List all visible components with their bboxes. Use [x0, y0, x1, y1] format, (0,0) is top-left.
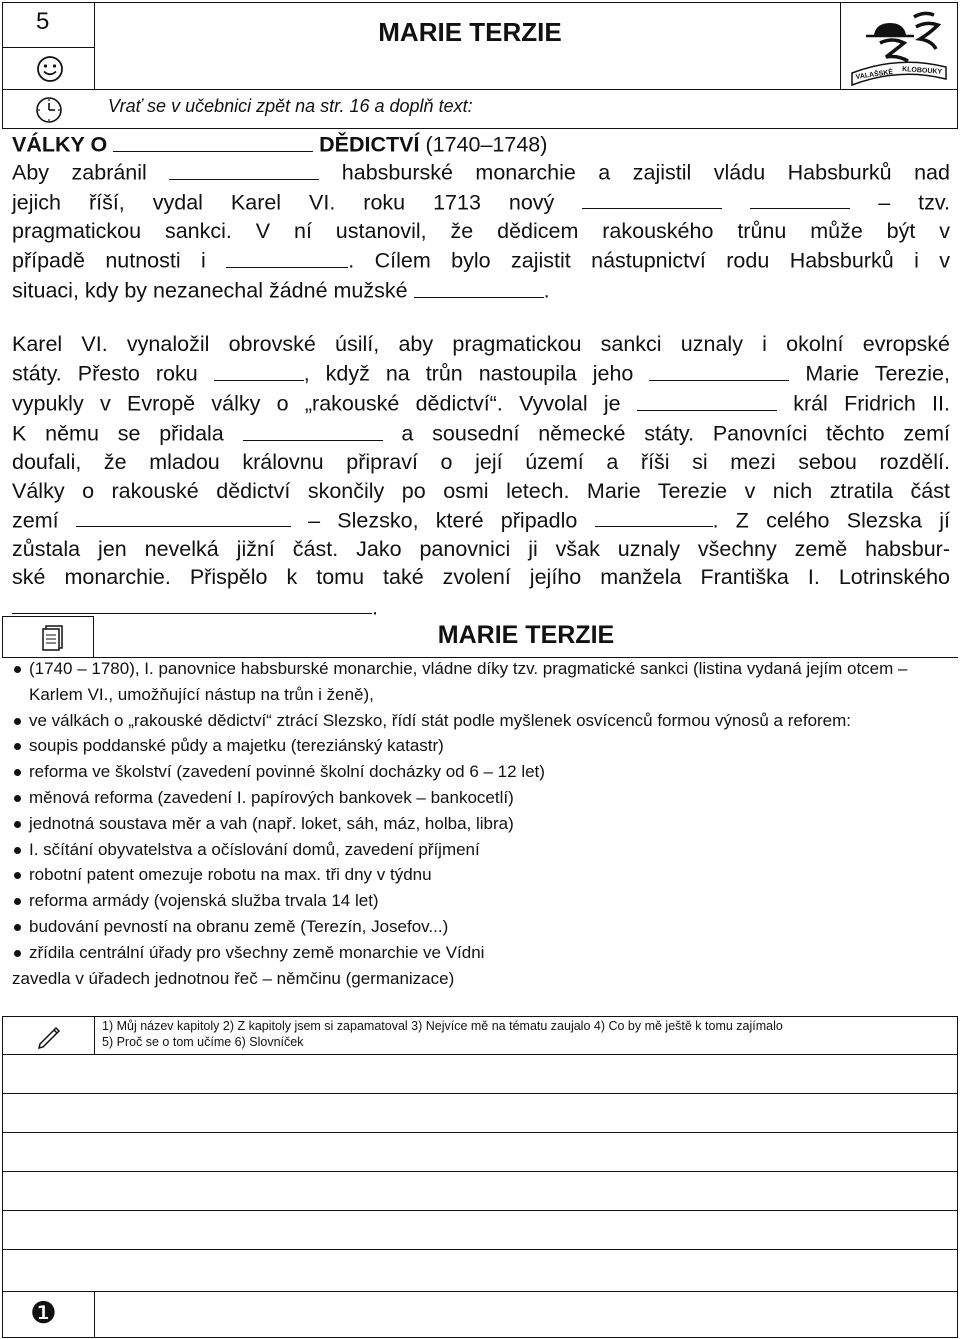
header-logo-divider	[840, 2, 841, 90]
blank-4[interactable]	[226, 245, 348, 268]
p1-line-4	[12, 245, 950, 275]
clock-icon	[34, 95, 64, 125]
blank-12[interactable]	[12, 592, 372, 615]
note-item: soupis poddanské půdy a majetku (tereziánský katastr)	[12, 733, 942, 759]
reflection-line-2: 5) Proč se o tom učíme 6) Slovníček	[102, 1035, 304, 1049]
p2-l9: ské monarchie. Přispělo k tomu také zvolení jejího manžela Františka I. Lotrinského	[12, 565, 950, 590]
blank-7[interactable]	[649, 358, 789, 381]
logo-text-left: VALAŠSKÉ	[855, 68, 894, 81]
note-item: měnová reforma (zavedení I. papírových bankovek – bankocetlí)	[12, 785, 942, 811]
blank-8[interactable]	[637, 388, 777, 411]
writing-line-7	[2, 1291, 958, 1292]
footer-marker-divider	[94, 1291, 95, 1338]
exercise-paragraph-2	[12, 330, 950, 622]
notes-title: MARIE TERZIE	[437, 621, 615, 649]
p2-l2-a: státy. Přesto roku	[12, 361, 198, 386]
p2-line-7: zemí – Slezsko, které připadlo . Z celého Slezska jí	[12, 505, 950, 535]
p1-l4-a: případě nutnosti i	[12, 248, 206, 273]
note-item: jednotná soustava měr a vah (např. loket, sáh, máz, holba, libra)	[12, 811, 942, 837]
notebook-icon	[40, 624, 64, 652]
heading-part-b: DĚDICTVÍ	[319, 132, 420, 157]
p2-l4-a: K němu se přidala	[12, 421, 224, 446]
blank-11[interactable]	[595, 505, 713, 528]
header-row-divider-1	[2, 47, 94, 48]
writing-line-6	[2, 1249, 958, 1250]
header-left-divider	[94, 2, 95, 90]
writing-icon-divider	[94, 1016, 95, 1054]
p1-line-2	[12, 187, 950, 217]
p1-l3: pragmatickou sankci. V ní ustanovil, že dědicem rakouského trůnu může být v	[12, 218, 950, 243]
blank-3[interactable]	[750, 187, 850, 210]
blank-9[interactable]	[243, 418, 383, 441]
note-item: I. sčítání obyvatelstva a očíslování domů, zavedení příjmení	[12, 837, 942, 863]
note-item: reforma ve školství (zavedení povinné školní docházky od 6 – 12 let)	[12, 759, 942, 785]
note-item: ve válkách o „rakouské dědictví“ ztrácí Slezsko, řídí stát podle myšlenek osvícenců formou výnosů a reforem:	[12, 708, 942, 734]
pencil-icon	[34, 1020, 64, 1050]
heading-years: (1740–1748)	[419, 132, 548, 157]
p2-line-8	[12, 535, 950, 563]
note-last-line: zavedla v úřadech jednotnou řeč – němčinu (germanizace)	[12, 968, 455, 988]
note-item: (1740 – 1780), I. panovnice habsburské monarchie, vládne díky tzv. pragmatické sankci (listina vydaná jejím otcem – Karlem VI., umožňující nástup na trůn i ženě),	[12, 656, 942, 708]
p2-line-3	[12, 388, 950, 418]
blank-heading[interactable]	[113, 129, 313, 152]
notes-list	[12, 656, 942, 991]
p1-l1-b: habsburské monarchie a zajistil vládu Habsburků nad	[341, 160, 950, 185]
note-item: budování pevností na obranu země (Terezín, Josefov...)	[12, 914, 942, 940]
p2-line-4	[12, 418, 950, 448]
p2-line-9	[12, 563, 950, 591]
page-marker: ❶	[30, 1297, 57, 1330]
blank-6[interactable]	[214, 358, 304, 381]
p1-l5-b: .	[543, 278, 550, 303]
p2-l10-b: .	[372, 595, 378, 620]
smiley-icon	[36, 55, 64, 83]
p1-line-1	[12, 157, 950, 187]
reflection-prompts	[102, 1018, 952, 1050]
p2-l8: zůstala jen nevelká jižní část. Jako panovnici ji však uznaly všechny země habsbur-	[12, 536, 950, 561]
p2-l1: Karel VI. vynaložil obrovské úsilí, aby pragmatickou sankci uznaly i okolní evropské	[12, 332, 950, 356]
p1-line-3	[12, 217, 950, 245]
blank-5[interactable]	[414, 275, 544, 298]
p1-l5-a: situaci, kdy by nezanechal žádné mužské	[12, 278, 408, 303]
blank-1[interactable]	[169, 157, 319, 180]
p2-l3-b: král Fridrich II.	[793, 391, 950, 416]
exercise-paragraph-1	[12, 157, 950, 305]
p2-l2-b: , když na trůn nastoupila jeho	[303, 361, 634, 386]
p1-l4-b: . Cílem bylo zajistit nástupnictví rodu Habsburků i v	[348, 248, 950, 273]
p1-line-5	[12, 275, 950, 305]
p1-l2-b: – tzv.	[878, 190, 950, 215]
p2-l2-c: Marie Terezie,	[805, 361, 950, 386]
p2-line-6	[12, 477, 950, 505]
instruction-text: Vrať se v učebnici zpět na str. 16 a doplň text:	[108, 96, 473, 116]
writing-line-1	[2, 1054, 958, 1055]
heading-part-a: VÁLKY O	[12, 132, 108, 157]
reflection-line-1: 1) Můj název kapitoly 2) Z kapitoly jsem si zapamatoval 3) Nejvíce mě na tématu zaujalo 4) Co by mě ještě k tomu zajímalo	[102, 1019, 783, 1033]
blank-10[interactable]	[76, 505, 291, 528]
p2-l3-a: vypukly v Evropě války o „rakouské dědictví“. Vyvolal je	[12, 391, 621, 416]
note-item: zřídila centrální úřady pro všechny země monarchie ve Vídni	[12, 940, 942, 966]
note-item: robotní patent omezuje robotu na max. tři dny v týdnu	[12, 862, 942, 888]
p2-l7-a: zemí	[12, 508, 59, 533]
logo-text-right: KLOBOUKY	[901, 66, 943, 76]
writing-line-2	[2, 1093, 958, 1094]
writing-line-4	[2, 1171, 958, 1172]
p2-line-10	[12, 592, 950, 622]
writing-line-5	[2, 1210, 958, 1211]
p2-line-1	[12, 330, 950, 358]
note-item: reforma armády (vojenská služba trvala 14 let)	[12, 888, 942, 914]
blank-2[interactable]	[582, 187, 722, 210]
header-row-divider-2	[2, 89, 958, 90]
page-title: MARIE TERZIE	[378, 17, 562, 47]
p2-l7-c: . Z celého Slezska jí	[712, 508, 951, 533]
p2-line-5	[12, 448, 950, 476]
school-logo	[846, 5, 952, 87]
p2-l6: Války o rakouské dědictví skončily po osmi letech. Marie Terezie v nich ztratila část	[12, 478, 950, 503]
p2-line-2	[12, 358, 950, 388]
chapter-number: 5	[36, 8, 50, 35]
p1-l2-a: jejich říší, vydal Karel VI. roku 1713 nový	[12, 190, 555, 215]
writing-line-3	[2, 1132, 958, 1133]
p2-l7-b: Slezsko, které připadlo	[337, 508, 578, 533]
exercise-heading	[12, 129, 950, 159]
writing-area[interactable]	[2, 1016, 958, 1338]
p2-l5: doufali, že mladou královnu připraví o její území a říši si mezi sebou rozdělí.	[12, 450, 950, 475]
p1-l1-a: Aby zabránil	[12, 160, 147, 185]
p2-l4-b: a sousední německé státy. Panovníci těchto zemí	[401, 421, 951, 446]
